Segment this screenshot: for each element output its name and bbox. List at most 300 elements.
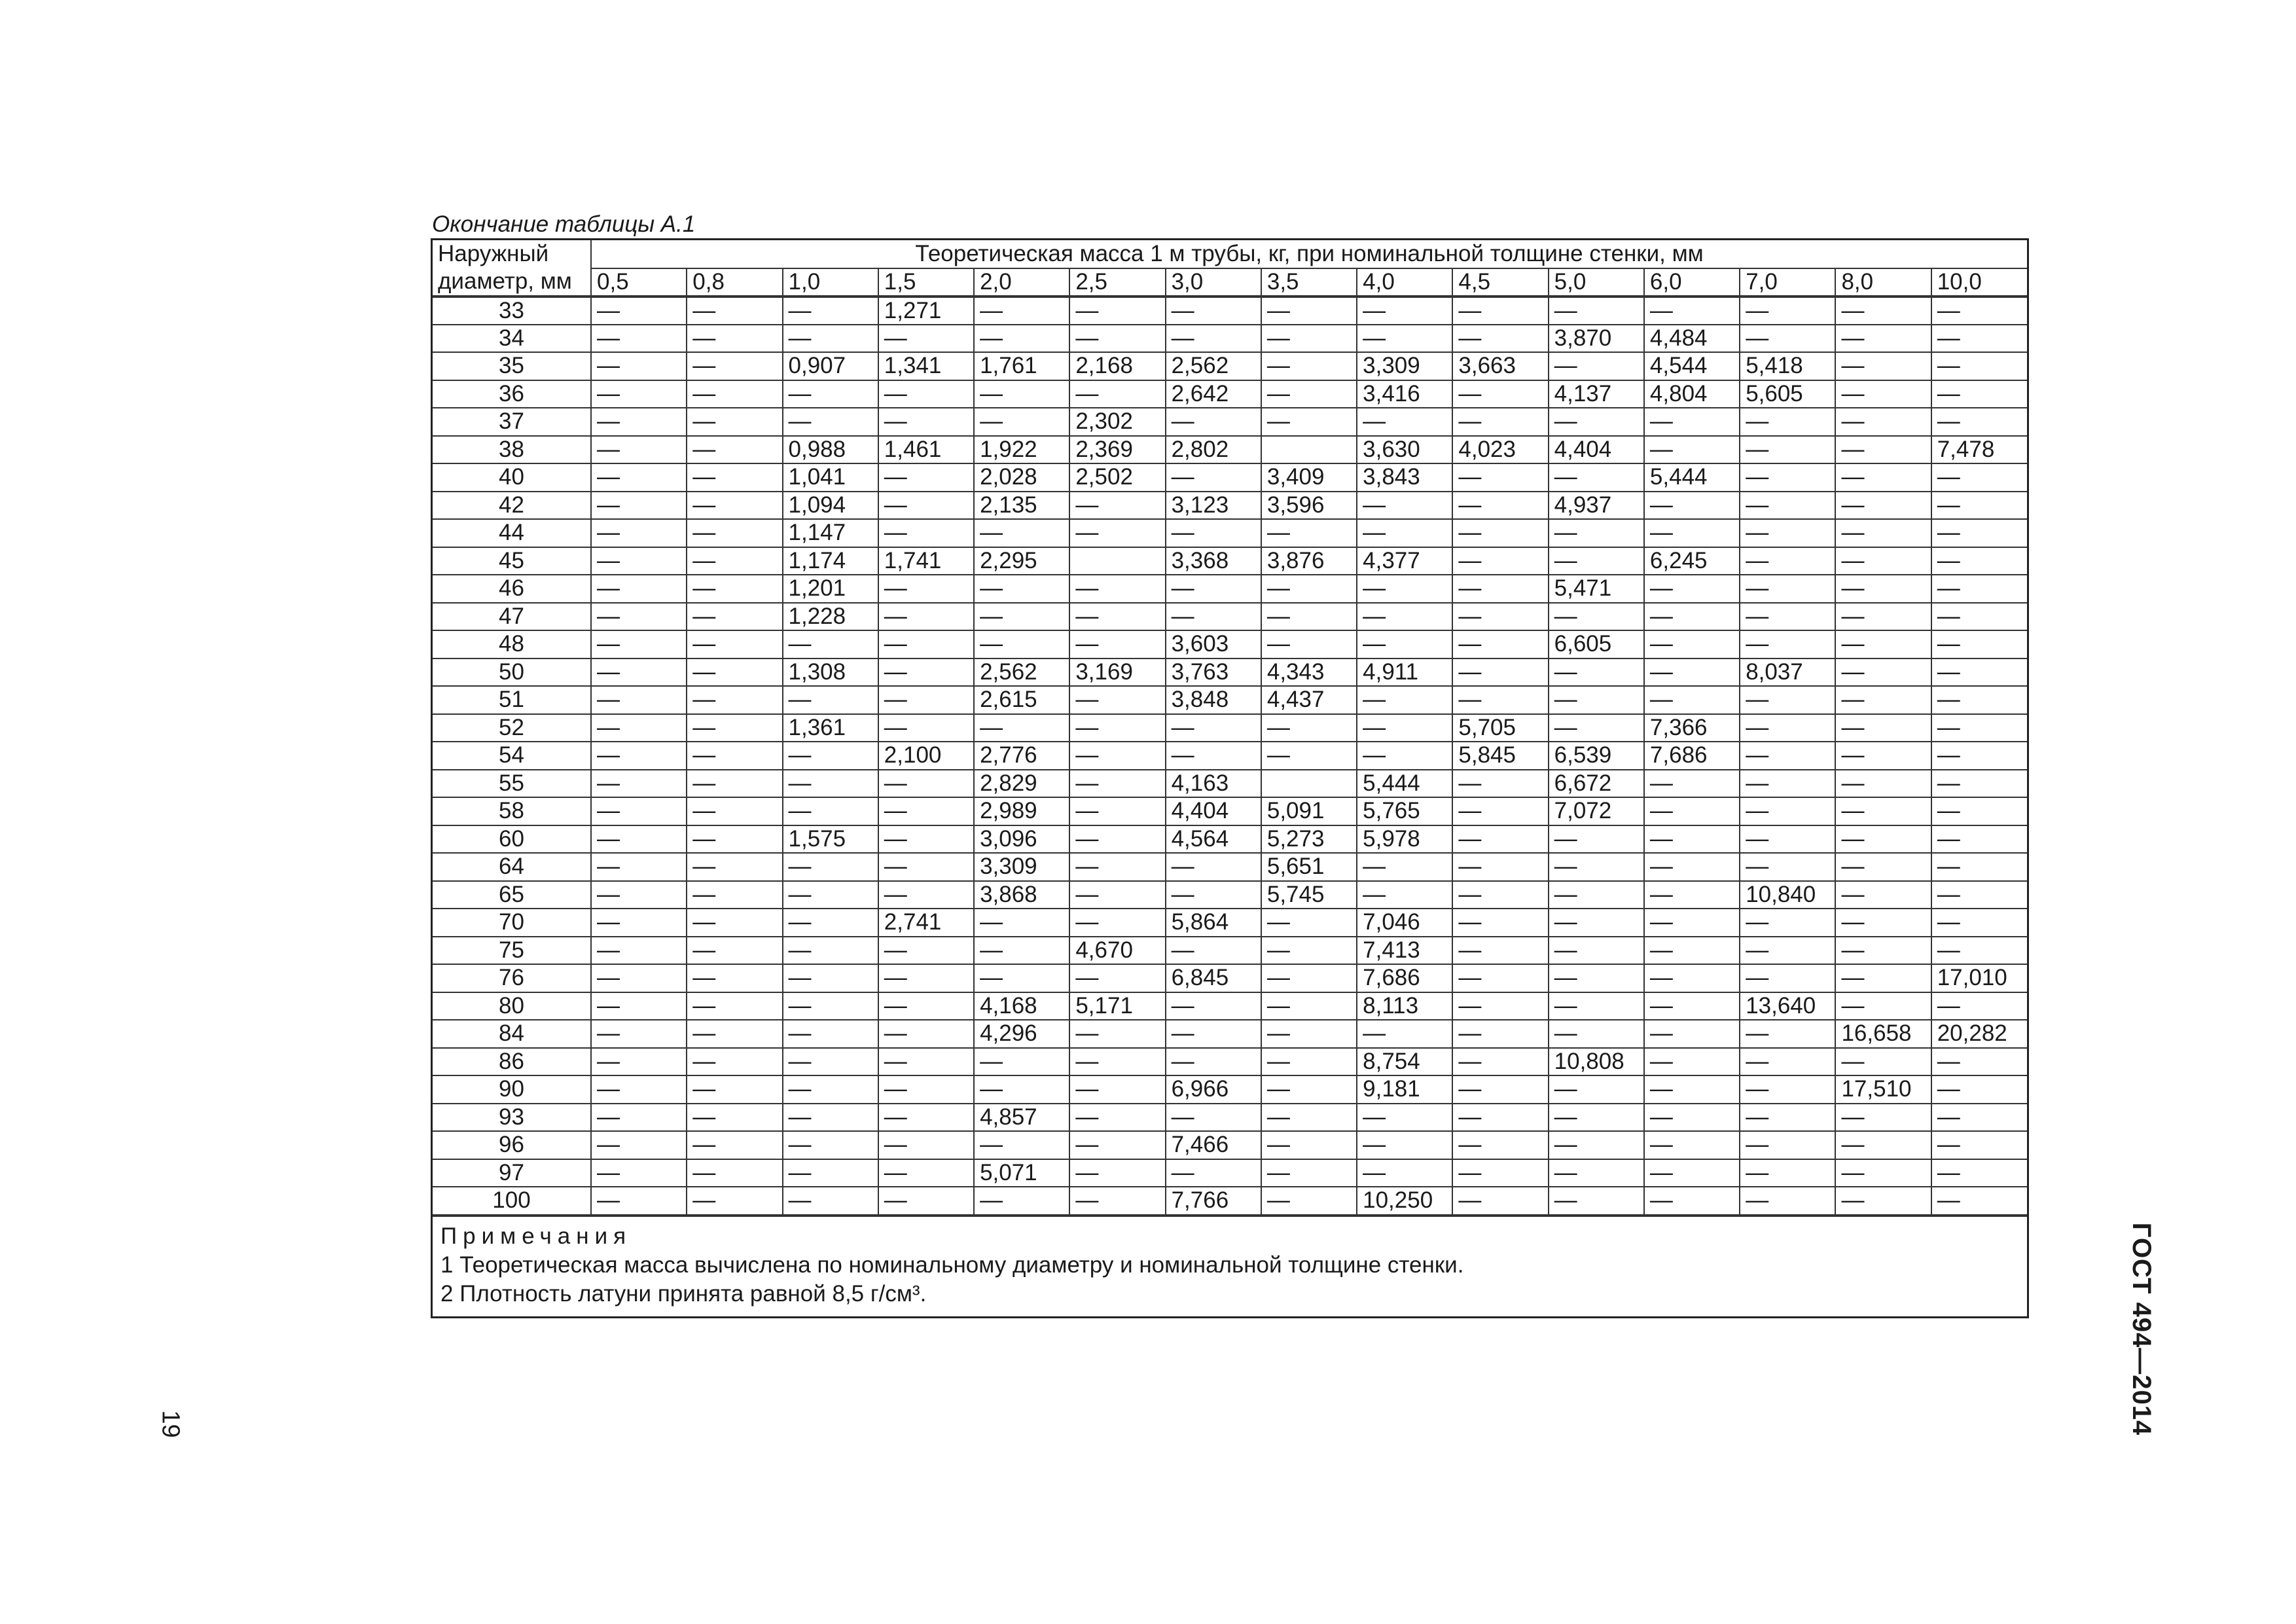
mass-cell: — [1835, 964, 1931, 992]
mass-cell: — [783, 297, 878, 325]
mass-cell: — [687, 575, 782, 603]
table-row [433, 1187, 2027, 1215]
mass-cell: — [591, 1131, 687, 1159]
thickness-header: 7,0 [1740, 268, 1835, 297]
document-code-text: ГОСТ 494—2014 [2127, 1222, 2157, 1435]
mass-cell: 2,741 [878, 909, 974, 937]
mass-cell: — [1166, 297, 1261, 325]
mass-cell: — [1166, 1159, 1261, 1187]
mass-cell: — [1835, 325, 1931, 353]
mass-cell: 8,113 [1357, 992, 1452, 1020]
mass-cell: — [1644, 853, 1740, 881]
mass-cell: — [1740, 797, 1835, 825]
mass-cell: — [878, 881, 974, 909]
thickness-header: 2,5 [1069, 268, 1165, 297]
mass-cell: 0,988 [783, 436, 878, 464]
mass-cell: — [1069, 1104, 1165, 1132]
mass-cell: — [1835, 297, 1931, 325]
mass-cell: 5,605 [1740, 380, 1835, 408]
mass-cell: — [1549, 659, 1644, 687]
mass-cell: — [1452, 1104, 1548, 1132]
mass-cell: — [1261, 408, 1357, 436]
mass-cell: — [878, 937, 974, 965]
mass-cell: 3,763 [1166, 659, 1261, 687]
table-notes [433, 1216, 2027, 1316]
mass-cell: — [687, 686, 782, 714]
mass-cell: 3,123 [1166, 492, 1261, 520]
mass-cell: 5,978 [1357, 825, 1452, 854]
mass-cell: — [878, 463, 974, 492]
mass-cell: — [878, 797, 974, 825]
mass-cell: — [1931, 714, 2027, 742]
mass-table [431, 238, 2029, 1318]
mass-cell: — [878, 992, 974, 1020]
mass-cell: — [1357, 1131, 1452, 1159]
mass-cell: — [1644, 1075, 1740, 1104]
table-row [433, 519, 2027, 547]
mass-cell: — [1166, 575, 1261, 603]
mass-cell: — [783, 964, 878, 992]
mass-cell: 4,023 [1452, 436, 1548, 464]
mass-cell: 2,168 [1069, 352, 1165, 380]
mass-cell: 3,309 [974, 853, 1069, 881]
mass-cell: — [1644, 881, 1740, 909]
mass-cell: — [1069, 1131, 1165, 1159]
mass-cell: — [1931, 380, 2027, 408]
mass-cell: 3,868 [974, 881, 1069, 909]
mass-cell: — [1452, 1048, 1548, 1076]
mass-cell: — [1452, 881, 1548, 909]
mass-cell: — [1452, 297, 1548, 325]
mass-cell: — [1644, 519, 1740, 547]
mass-cell: — [878, 1104, 974, 1132]
mass-cell: 5,171 [1069, 992, 1165, 1020]
mass-cell: 6,605 [1549, 630, 1644, 659]
mass-cell: — [591, 408, 687, 436]
mass-cell: 10,840 [1740, 881, 1835, 909]
mass-cell: — [878, 659, 974, 687]
mass-cell: — [783, 992, 878, 1020]
mass-cell: — [878, 492, 974, 520]
mass-cell: — [687, 1187, 782, 1215]
mass-cell: — [878, 1075, 974, 1104]
table-row [433, 325, 2027, 353]
diameter-cell: 42 [433, 492, 591, 520]
mass-cell: — [591, 575, 687, 603]
mass-cell: — [1931, 547, 2027, 575]
mass-cell: — [1357, 603, 1452, 631]
mass-cell: — [1261, 964, 1357, 992]
mass-cell: — [1835, 770, 1931, 798]
mass-cell: — [1452, 770, 1548, 798]
mass-cell: — [1261, 1020, 1357, 1048]
mass-cell: — [878, 603, 974, 631]
mass-cell: — [1644, 1159, 1740, 1187]
mass-cell: — [1452, 686, 1548, 714]
mass-cell: — [1931, 770, 2027, 798]
mass-cell: — [687, 659, 782, 687]
mass-cell: — [591, 463, 687, 492]
mass-cell: — [1931, 1187, 2027, 1215]
diameter-cell: 46 [433, 575, 591, 603]
mass-cell: — [1549, 463, 1644, 492]
thickness-header: 0,5 [591, 268, 687, 297]
mass-cell: — [687, 825, 782, 854]
mass-cell: — [1261, 992, 1357, 1020]
mass-cell: — [974, 325, 1069, 353]
mass-cell: — [1166, 408, 1261, 436]
mass-cell: — [687, 909, 782, 937]
mass-cell: — [1261, 380, 1357, 408]
mass-cell: — [1740, 770, 1835, 798]
mass-cell: 3,603 [1166, 630, 1261, 659]
mass-cell: — [1549, 352, 1644, 380]
mass-cell: — [1357, 742, 1452, 770]
mass-cell: — [687, 1075, 782, 1104]
mass-cell: 1,201 [783, 575, 878, 603]
mass-cell: — [1357, 575, 1452, 603]
table-row [433, 1075, 2027, 1104]
mass-cell: — [1261, 1104, 1357, 1132]
mass-cell: 5,471 [1549, 575, 1644, 603]
mass-cell: — [1357, 714, 1452, 742]
thickness-header: 1,0 [783, 268, 878, 297]
mass-cell: — [1835, 380, 1931, 408]
mass-cell: — [1931, 492, 2027, 520]
mass-table-grid [433, 240, 2027, 1216]
mass-cell: — [1549, 853, 1644, 881]
mass-cell: — [1644, 992, 1740, 1020]
mass-cell: — [1452, 1187, 1548, 1215]
mass-cell: — [1357, 1159, 1452, 1187]
mass-cell: — [1549, 1131, 1644, 1159]
diameter-cell: 96 [433, 1131, 591, 1159]
mass-cell: — [1452, 492, 1548, 520]
page-number-text: 19 [156, 1409, 185, 1438]
mass-cell: 1,308 [783, 659, 878, 687]
table-row [433, 909, 2027, 937]
mass-cell: — [591, 352, 687, 380]
mass-cell: — [1166, 714, 1261, 742]
mass-cell: — [687, 519, 782, 547]
mass-cell: — [1740, 1020, 1835, 1048]
mass-cell: — [974, 1187, 1069, 1215]
mass-cell: — [783, 742, 878, 770]
mass-cell: — [783, 770, 878, 798]
mass-cell: — [1835, 575, 1931, 603]
mass-cell: — [974, 1048, 1069, 1076]
mass-cell: 2,829 [974, 770, 1069, 798]
mass-cell: 5,745 [1261, 881, 1357, 909]
mass-cell: — [1644, 686, 1740, 714]
mass-cell: 10,808 [1549, 1048, 1644, 1076]
table-row [433, 1020, 2027, 1048]
mass-cell: — [1549, 909, 1644, 937]
mass-cell: — [1549, 686, 1644, 714]
mass-cell: — [1166, 853, 1261, 881]
mass-cell: — [783, 686, 878, 714]
mass-cell: — [1931, 797, 2027, 825]
mass-cell: — [1261, 575, 1357, 603]
mass-cell: — [1549, 881, 1644, 909]
mass-cell: — [1357, 881, 1452, 909]
mass-cell: — [687, 297, 782, 325]
mass-cell: — [1549, 408, 1644, 436]
mass-cell: — [1931, 352, 2027, 380]
mass-cell: — [1357, 1104, 1452, 1132]
diameter-cell: 90 [433, 1075, 591, 1104]
mass-cell: — [1644, 1020, 1740, 1048]
table-row [433, 742, 2027, 770]
mass-cell: 4,670 [1069, 937, 1165, 965]
table-row [433, 686, 2027, 714]
mass-cell: 5,845 [1452, 742, 1548, 770]
mass-cell: — [1069, 1048, 1165, 1076]
diameter-cell: 64 [433, 853, 591, 881]
mass-cell: — [1069, 964, 1165, 992]
mass-cell: — [1931, 1048, 2027, 1076]
mass-cell: — [783, 797, 878, 825]
mass-cell: — [1740, 964, 1835, 992]
mass-cell: 5,705 [1452, 714, 1548, 742]
mass-cell: — [591, 603, 687, 631]
mass-cell: — [1069, 297, 1165, 325]
mass-cell: — [1166, 1104, 1261, 1132]
notes-title: Примечания [440, 1223, 632, 1249]
mass-cell: — [1931, 325, 2027, 353]
diameter-cell: 60 [433, 825, 591, 854]
mass-cell: 3,876 [1261, 547, 1357, 575]
mass-cell: — [1835, 1159, 1931, 1187]
mass-cell: — [1357, 297, 1452, 325]
mass-cell: — [878, 714, 974, 742]
mass-cell: 5,765 [1357, 797, 1452, 825]
mass-cell: — [1452, 325, 1548, 353]
mass-cell: — [974, 408, 1069, 436]
mass-cell: 4,804 [1644, 380, 1740, 408]
mass-cell: — [1069, 909, 1165, 937]
mass-cell: — [1931, 408, 2027, 436]
mass-cell: — [591, 519, 687, 547]
mass-cell: — [1549, 1020, 1644, 1048]
mass-cell: — [1931, 659, 2027, 687]
mass-cell: — [878, 853, 974, 881]
mass-cell: — [1452, 937, 1548, 965]
mass-cell: 6,966 [1166, 1075, 1261, 1104]
diameter-cell: 45 [433, 547, 591, 575]
thickness-header: 3,5 [1261, 268, 1357, 297]
mass-cell: — [1069, 881, 1165, 909]
mass-cell: — [1166, 937, 1261, 965]
mass-cell: — [1835, 686, 1931, 714]
diameter-cell: 75 [433, 937, 591, 965]
mass-cell: — [1644, 492, 1740, 520]
diameter-cell: 93 [433, 1104, 591, 1132]
mass-cell: 6,539 [1549, 742, 1644, 770]
mass-cell: — [974, 575, 1069, 603]
diameter-cell: 100 [433, 1187, 591, 1215]
table-row [433, 492, 2027, 520]
mass-cell: — [1549, 547, 1644, 575]
table-row [433, 1048, 2027, 1076]
mass-cell: — [1835, 881, 1931, 909]
mass-cell: — [591, 797, 687, 825]
mass-cell: — [783, 1075, 878, 1104]
mass-cell: — [1835, 463, 1931, 492]
mass-cell: — [783, 1048, 878, 1076]
diameter-cell: 55 [433, 770, 591, 798]
table-row [433, 547, 2027, 575]
mass-cell: — [1740, 519, 1835, 547]
mass-cell: — [1740, 297, 1835, 325]
mass-cell: — [1261, 325, 1357, 353]
mass-cell: — [1931, 1104, 2027, 1132]
mass-cell: — [687, 1020, 782, 1048]
mass-cell: — [1644, 937, 1740, 965]
mass-cell: — [974, 937, 1069, 965]
mass-cell: — [1357, 686, 1452, 714]
mass-cell: — [1835, 408, 1931, 436]
mass-cell: — [1166, 742, 1261, 770]
mass-cell: — [1644, 770, 1740, 798]
mass-cell: — [1261, 603, 1357, 631]
mass-cell: 7,072 [1549, 797, 1644, 825]
mass-cell: 8,754 [1357, 1048, 1452, 1076]
mass-cell: — [1835, 1104, 1931, 1132]
mass-cell: — [1740, 1187, 1835, 1215]
mass-cell: — [1740, 1159, 1835, 1187]
mass-cell: 6,245 [1644, 547, 1740, 575]
mass-cell: — [1452, 797, 1548, 825]
mass-cell: — [1452, 1075, 1548, 1104]
mass-cell: — [1357, 519, 1452, 547]
table-row [433, 1159, 2027, 1187]
mass-cell: — [1644, 1104, 1740, 1132]
mass-cell: 2,642 [1166, 380, 1261, 408]
row-header-line2: диаметр, мм [433, 268, 591, 297]
mass-cell: — [591, 630, 687, 659]
mass-cell: — [1931, 1159, 2027, 1187]
diameter-cell: 38 [433, 436, 591, 464]
mass-cell: 1,341 [878, 352, 974, 380]
mass-cell: — [687, 964, 782, 992]
diameter-cell: 65 [433, 881, 591, 909]
mass-cell: — [1931, 881, 2027, 909]
mass-cell: — [687, 492, 782, 520]
mass-cell: — [783, 909, 878, 937]
table-row [433, 436, 2027, 464]
mass-cell: — [591, 742, 687, 770]
mass-cell: — [1835, 937, 1931, 965]
mass-cell: — [1166, 881, 1261, 909]
mass-cell: — [1835, 603, 1931, 631]
mass-cell: — [1069, 575, 1165, 603]
diameter-cell: 84 [433, 1020, 591, 1048]
mass-cell: — [591, 1048, 687, 1076]
mass-cell: — [1835, 825, 1931, 854]
mass-cell: 3,596 [1261, 492, 1357, 520]
mass-cell: — [1931, 1131, 2027, 1159]
mass-cell: — [1261, 937, 1357, 965]
mass-cell: — [1644, 659, 1740, 687]
mass-cell: 4,404 [1549, 436, 1644, 464]
mass-cell: — [783, 408, 878, 436]
mass-cell: 7,686 [1357, 964, 1452, 992]
mass-cell: 1,041 [783, 463, 878, 492]
table-body [433, 297, 2027, 1215]
mass-cell: — [1549, 603, 1644, 631]
mass-cell: — [783, 630, 878, 659]
mass-cell: — [1740, 630, 1835, 659]
mass-cell: — [591, 714, 687, 742]
thickness-header: 2,0 [974, 268, 1069, 297]
mass-cell: — [1452, 603, 1548, 631]
mass-cell: 1,174 [783, 547, 878, 575]
mass-cell: — [1740, 436, 1835, 464]
mass-cell: 1,094 [783, 492, 878, 520]
mass-cell: — [1644, 909, 1740, 937]
thickness-header: 0,8 [687, 268, 782, 297]
mass-cell: 4,484 [1644, 325, 1740, 353]
mass-cell: — [1452, 992, 1548, 1020]
mass-cell: — [687, 380, 782, 408]
mass-cell: — [783, 1187, 878, 1215]
mass-cell: — [974, 1131, 1069, 1159]
mass-cell: — [1452, 964, 1548, 992]
mass-cell: — [783, 1159, 878, 1187]
mass-cell: — [1549, 519, 1644, 547]
mass-cell: — [1644, 630, 1740, 659]
mass-cell: — [1452, 853, 1548, 881]
mass-cell: 3,416 [1357, 380, 1452, 408]
mass-cell: — [878, 1048, 974, 1076]
document-code [2115, 1218, 2168, 1440]
mass-cell: — [1835, 1131, 1931, 1159]
mass-cell: 5,651 [1261, 853, 1357, 881]
diameter-cell: 34 [433, 325, 591, 353]
table-row [433, 797, 2027, 825]
mass-cell: — [1835, 630, 1931, 659]
thickness-header: 4,5 [1452, 268, 1548, 297]
mass-cell: 10,250 [1357, 1187, 1452, 1215]
mass-cell: — [1931, 630, 2027, 659]
mass-cell: — [591, 380, 687, 408]
mass-cell: — [687, 1048, 782, 1076]
page-number [151, 1398, 190, 1450]
mass-cell: — [1549, 1075, 1644, 1104]
mass-cell: — [687, 797, 782, 825]
mass-cell: — [974, 380, 1069, 408]
table-row [433, 380, 2027, 408]
mass-cell: — [687, 1131, 782, 1159]
diameter-cell: 80 [433, 992, 591, 1020]
mass-cell: — [591, 436, 687, 464]
mass-cell: 3,663 [1452, 352, 1548, 380]
thickness-header: 6,0 [1644, 268, 1740, 297]
mass-cell: 2,028 [974, 463, 1069, 492]
mass-cell: — [1452, 519, 1548, 547]
mass-cell: — [1261, 1048, 1357, 1076]
table-row [433, 770, 2027, 798]
mass-cell: 5,444 [1357, 770, 1452, 798]
mass-cell: — [687, 547, 782, 575]
mass-cell: — [1931, 297, 2027, 325]
mass-cell: — [591, 770, 687, 798]
thickness-header: 8,0 [1835, 268, 1931, 297]
diameter-cell: 50 [433, 659, 591, 687]
table-row [433, 659, 2027, 687]
mass-cell: — [687, 770, 782, 798]
